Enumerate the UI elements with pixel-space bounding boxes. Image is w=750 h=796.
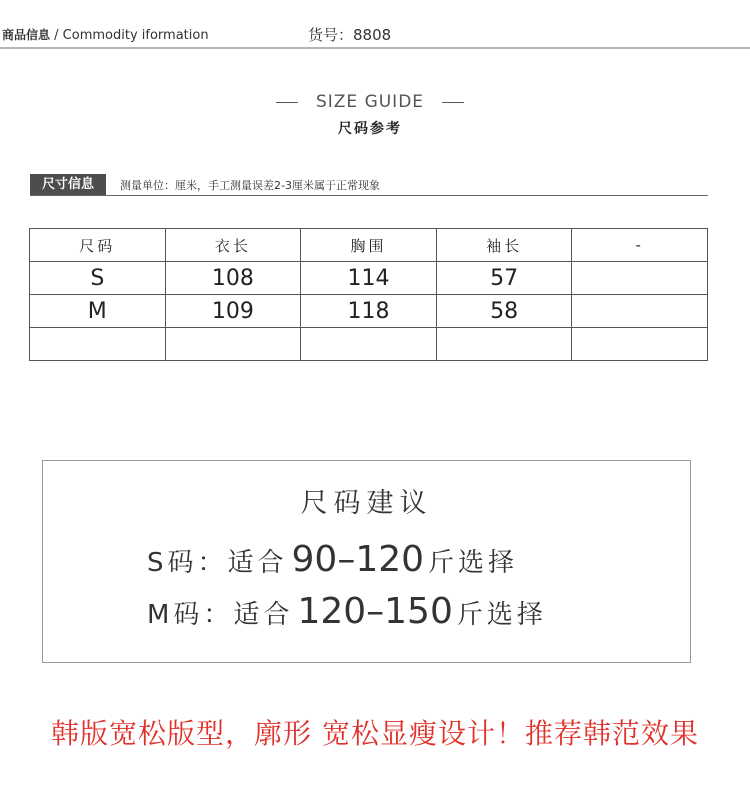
table-row bbox=[30, 295, 708, 328]
m-suffix: 斤选择 bbox=[456, 600, 547, 630]
s-prefix: S码：适合 bbox=[147, 548, 288, 578]
table-cell bbox=[436, 328, 572, 361]
commodity-info-label bbox=[2, 26, 209, 43]
table-cell bbox=[572, 328, 708, 361]
table-cell bbox=[572, 295, 708, 328]
header-cell: 衣长 bbox=[165, 229, 301, 262]
s-weight-range: 90–120 bbox=[291, 539, 425, 580]
size-advice-s bbox=[147, 539, 518, 580]
size-info-divider bbox=[30, 195, 708, 196]
top-bar bbox=[0, 0, 750, 50]
size-advice-m bbox=[147, 591, 547, 632]
table-row bbox=[30, 262, 708, 295]
table-cell: 114 bbox=[301, 262, 437, 295]
size-info-tag: 尺寸信息 bbox=[30, 174, 106, 196]
table-cell: S bbox=[30, 262, 166, 295]
heading-dash-left bbox=[276, 102, 298, 103]
measurement-note: 测量单位：厘米，手工测量误差2-3厘米属于正常现象 bbox=[120, 179, 380, 192]
size-guide-subtitle: 尺码参考 bbox=[338, 121, 402, 137]
table-cell: 58 bbox=[436, 295, 572, 328]
size-advice-box bbox=[42, 460, 691, 663]
heading-dash-right bbox=[442, 102, 464, 103]
table-cell: 57 bbox=[436, 262, 572, 295]
header-cell: 袖长 bbox=[436, 229, 572, 262]
table-row-empty bbox=[30, 328, 708, 361]
size-advice-title: 尺码建议 bbox=[300, 488, 433, 519]
table-cell bbox=[301, 328, 437, 361]
s-suffix: 斤选择 bbox=[428, 548, 519, 578]
header-cell: 尺码 bbox=[30, 229, 166, 262]
size-guide-title: SIZE GUIDE bbox=[315, 92, 425, 112]
size-table bbox=[29, 228, 708, 361]
header-cell: - bbox=[572, 229, 708, 262]
table-cell: 109 bbox=[165, 295, 301, 328]
header-divider bbox=[0, 47, 750, 49]
table-cell: M bbox=[30, 295, 166, 328]
table-cell bbox=[30, 328, 166, 361]
m-weight-range: 120–150 bbox=[297, 591, 453, 632]
promo-slogan: 韩版宽松版型，廓形 宽松显瘦设计！推荐韩范效果 bbox=[51, 717, 699, 750]
m-prefix: M码：适合 bbox=[147, 600, 294, 630]
commodity-info-en: / Commodity iformation bbox=[54, 28, 209, 43]
table-cell: 118 bbox=[301, 295, 437, 328]
table-cell: 108 bbox=[165, 262, 301, 295]
table-header-row bbox=[30, 229, 708, 262]
table-cell bbox=[165, 328, 301, 361]
header-cell: 胸围 bbox=[301, 229, 437, 262]
table-cell bbox=[572, 262, 708, 295]
size-guide-heading bbox=[0, 92, 740, 112]
commodity-info-cn: 商品信息 bbox=[2, 28, 51, 42]
item-code: 货号：8808 bbox=[308, 26, 392, 44]
